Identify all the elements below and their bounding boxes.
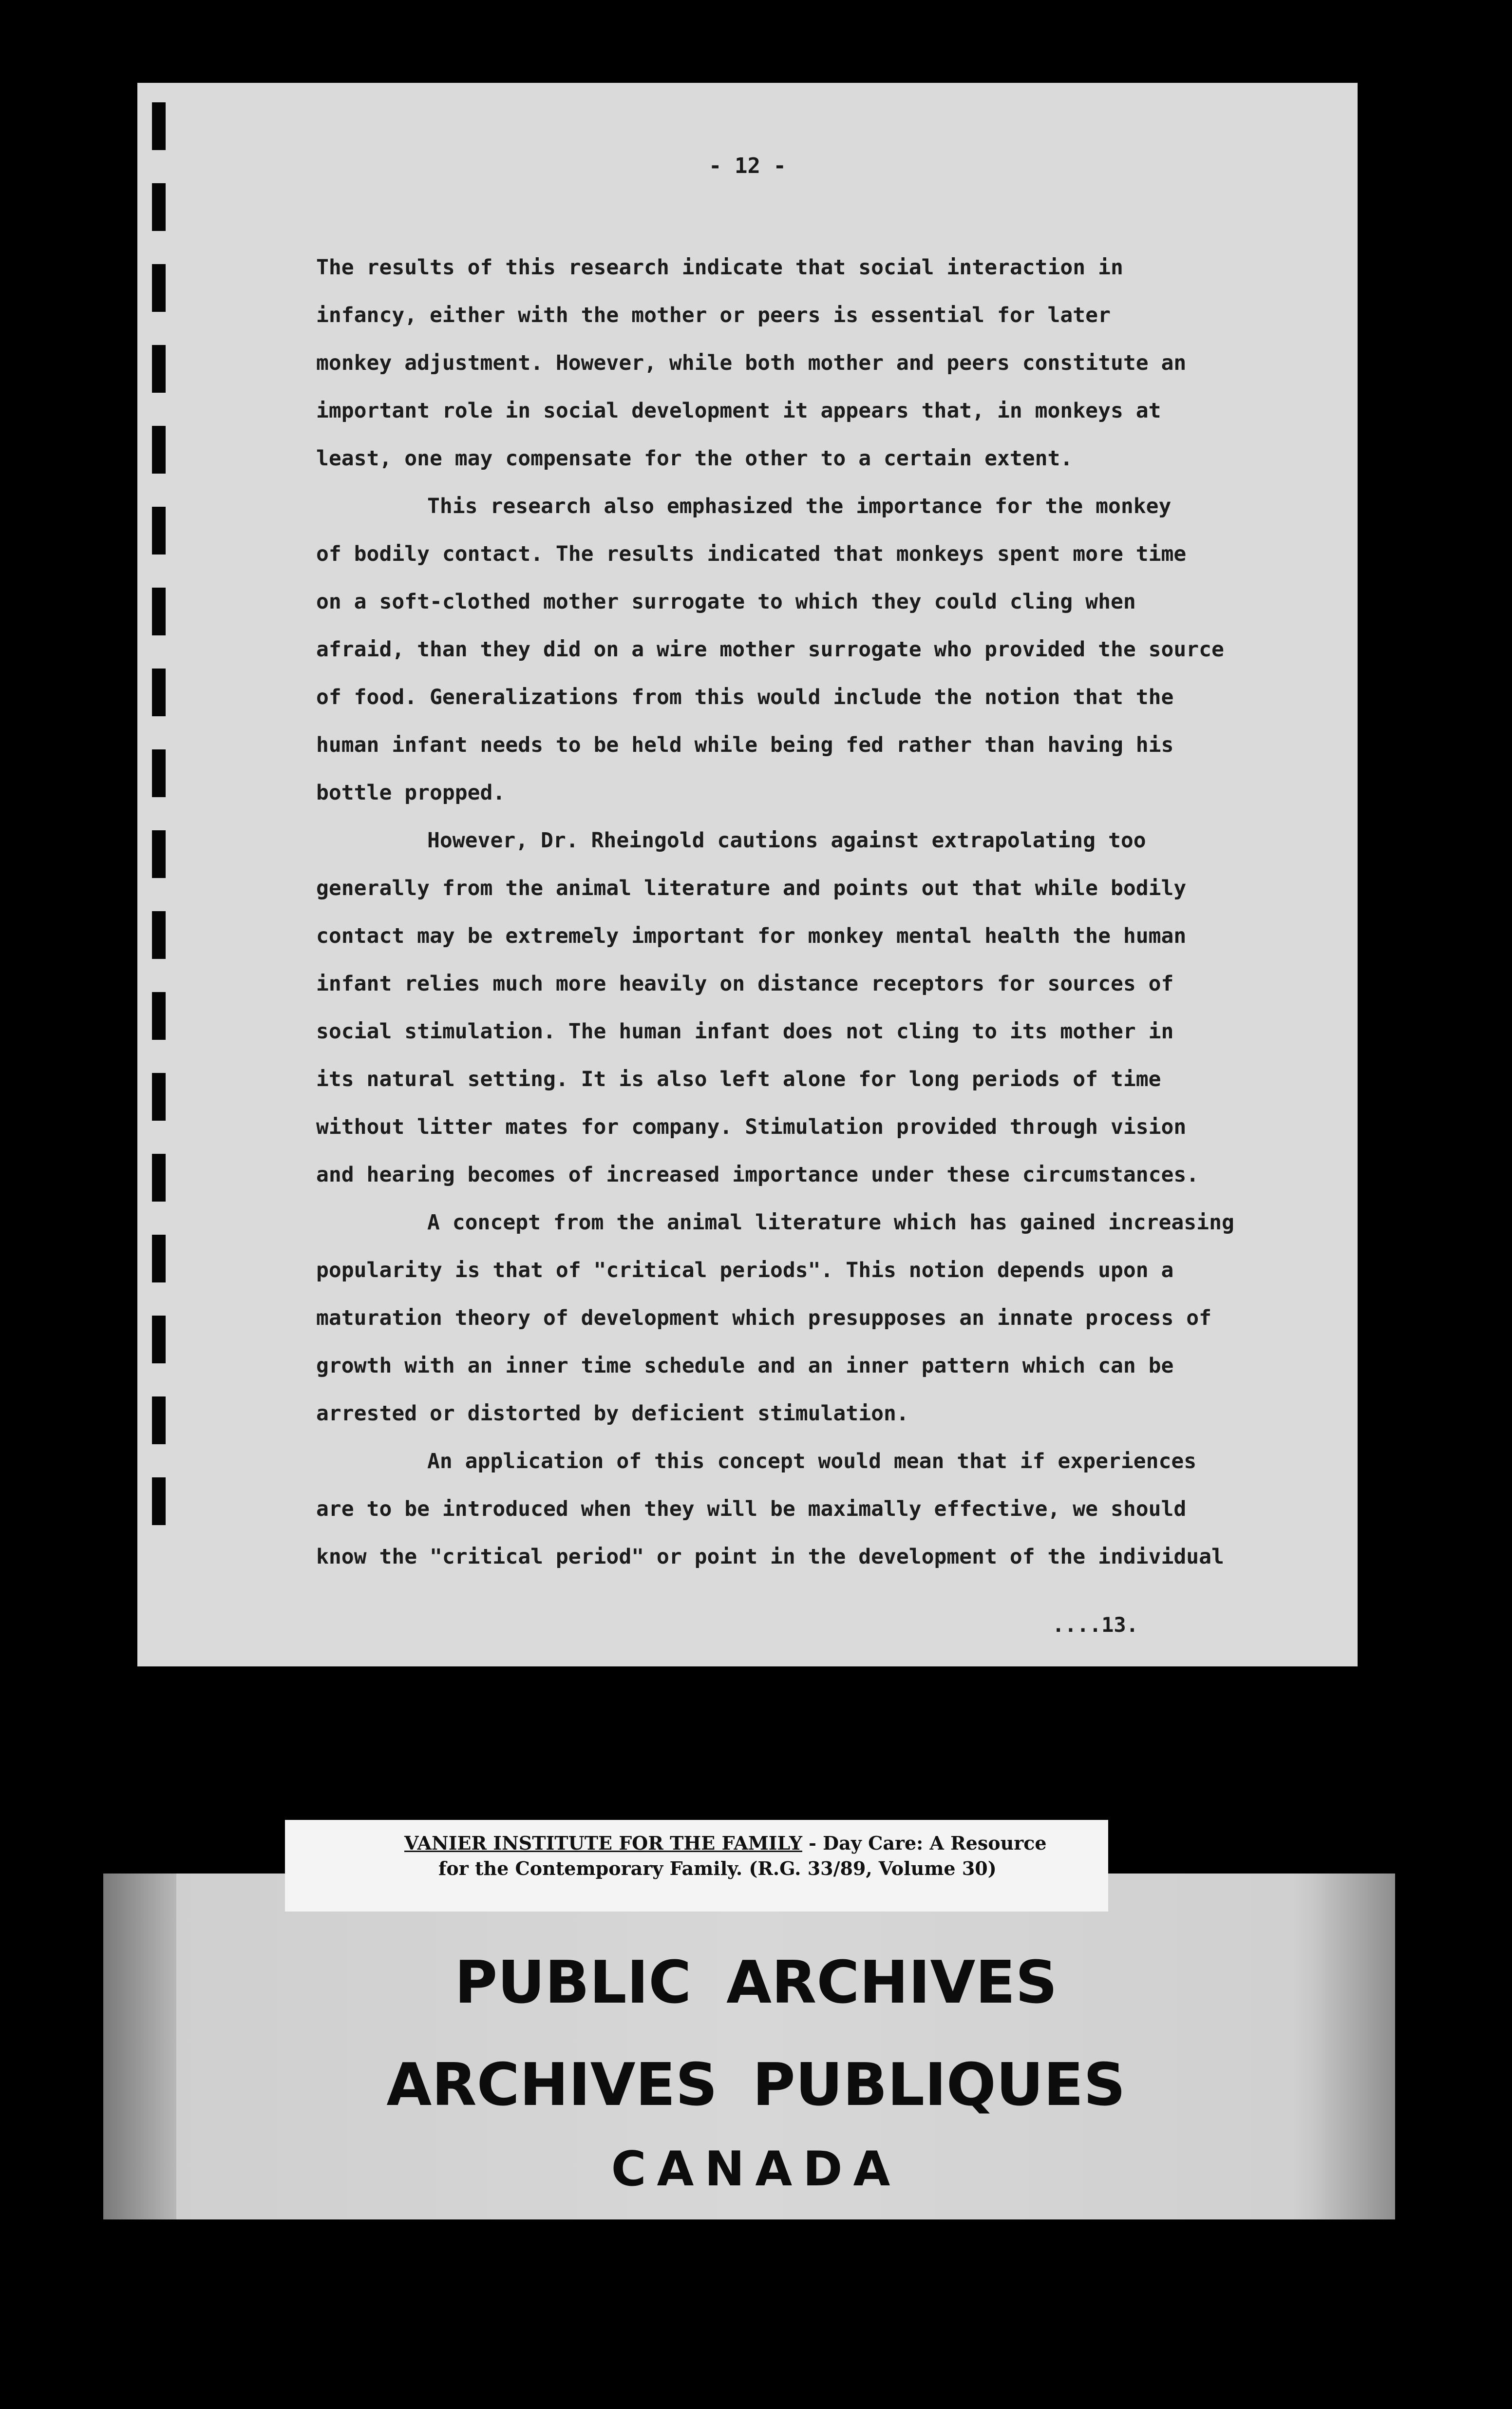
source-label-line-1 [404,1831,1108,1856]
punch-hole [152,992,166,1040]
text-line: social stimulation. The human infant does not cling to its mother in [316,1019,1174,1044]
text-line: infancy, either with the mother or peers is essential for later [316,303,1111,327]
punch-hole [152,830,166,878]
text-line: its natural setting. It is also left alone for long periods of time [316,1067,1161,1091]
text-line: are to be introduced when they will be maximally effective, we should [316,1497,1187,1521]
text-line: The results of this research indicate that social interaction in [316,255,1123,280]
punch-hole [152,911,166,959]
body-text [316,244,1261,1581]
text-line: afraid, than they did on a wire mother surrogate who provided the source [316,637,1224,662]
text-line: This research also emphasized the importance for the monkey [427,494,1172,518]
paragraph [316,244,1261,482]
institute-name: VANIER INSTITUTE FOR THE FAMILY [404,1832,802,1854]
text-line: An application of this concept would mean that if experiences [427,1449,1197,1473]
text-line: important role in social development it appears that, in monkeys at [316,399,1161,423]
punch-hole [152,1396,166,1444]
text-line: However, Dr. Rheingold cautions against extrapolating too [427,828,1146,853]
punch-hole [152,183,166,231]
text-line: A concept from the animal literature which has gained increasing [427,1210,1234,1235]
continuation-marker: ....13. [1052,1613,1138,1637]
stamp-archives-publiques: ARCHIVES PUBLIQUES [386,2051,1126,2119]
punch-hole [152,102,166,150]
text-line: popularity is that of "critical periods". This notion depends upon a [316,1258,1174,1282]
source-label-line-2: for the Contemporary Family. (R.G. 33/89, Volume 30) [438,1857,997,1879]
text-line: of food. Generalizations from this would include the notion that the [316,685,1174,709]
punch-hole [152,1154,166,1202]
text-line: know the "critical period" or point in the development of the individual [316,1545,1224,1569]
punch-hole [152,345,166,393]
punch-hole [152,1477,166,1525]
stamp-public-archives: PUBLIC ARCHIVES [454,1949,1058,2017]
text-line: monkey adjustment. However, while both mother and peers constitute an [316,351,1187,375]
text-line: on a soft-clothed mother surrogate to which they could cling when [316,590,1136,614]
punch-hole [152,1235,166,1282]
text-line: generally from the animal literature and points out that while bodily [316,876,1187,900]
punch-hole [152,669,166,716]
text-line: growth with an inner time schedule and an inner pattern which can be [316,1354,1174,1378]
text-line: infant relies much more heavily on distance receptors for sources of [316,972,1174,996]
document-page [137,83,1358,1666]
punch-hole [152,1316,166,1363]
source-label [285,1820,1108,1912]
paragraph [316,1199,1261,1437]
text-line: contact may be extremely important for monkey mental health the human [316,924,1187,948]
text-line: human infant needs to be held while being fed rather than having his [316,733,1174,757]
text-line: arrested or distorted by deficient stimulation. [316,1401,909,1426]
source-title-part-1: - Day Care: A Resource [802,1832,1047,1854]
text-line: without litter mates for company. Stimulation provided through vision [316,1115,1187,1139]
punch-hole [152,588,166,635]
punch-hole [152,749,166,797]
text-line: of bodily contact. The results indicated that monkeys spent more time [316,542,1187,566]
punch-hole [152,426,166,474]
punch-hole [152,1073,166,1121]
paragraph [316,482,1261,817]
stamp-canada: CANADA [611,2141,901,2197]
paragraph [316,1437,1261,1581]
punch-hole [152,264,166,312]
text-line: bottle propped. [316,781,506,805]
paragraph [316,817,1261,1199]
text-line: and hearing becomes of increased importance under these circumstances. [316,1163,1199,1187]
text-line: least, one may compensate for the other to a certain extent. [316,446,1073,471]
punch-hole [152,507,166,554]
text-line: maturation theory of development which presupposes an innate process of [316,1306,1212,1330]
page-number: - 12 - [709,153,786,178]
